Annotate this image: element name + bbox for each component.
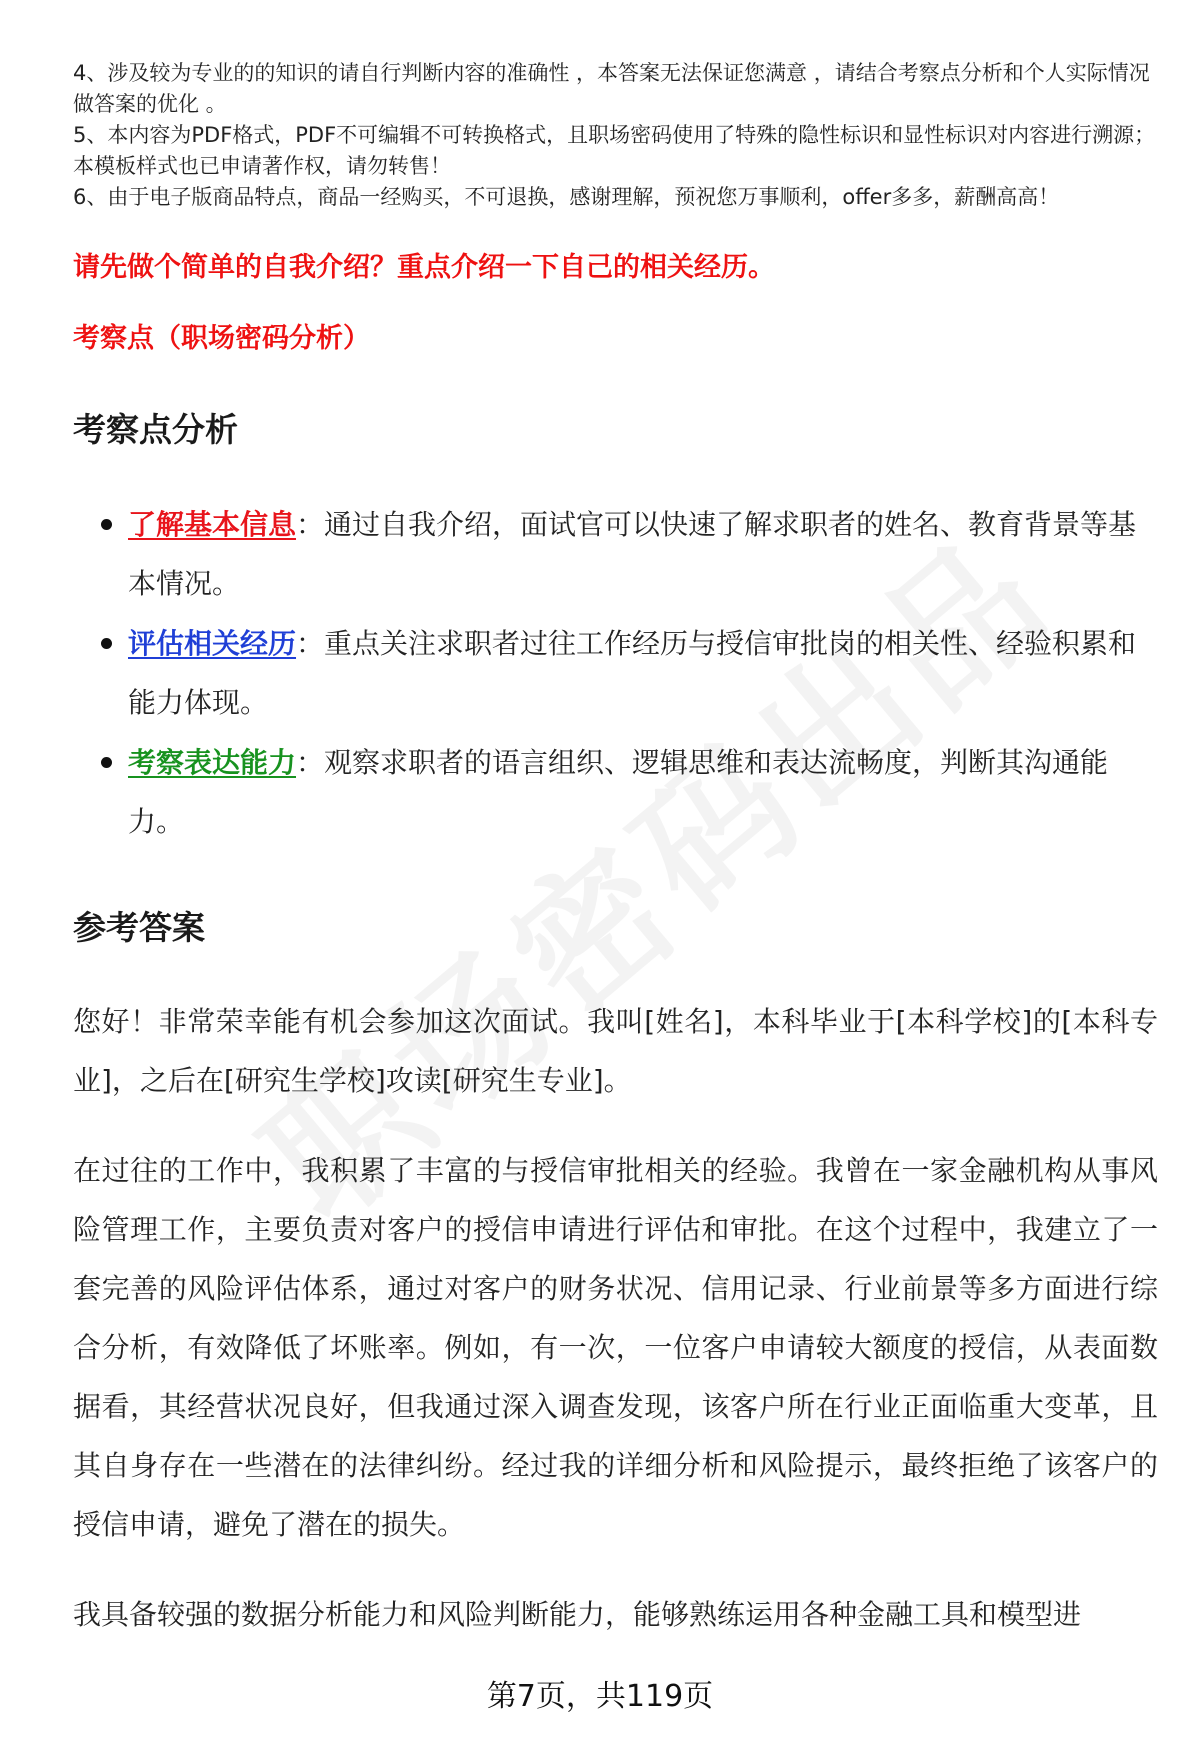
analysis-item (73, 495, 1153, 613)
analysis-heading: 考察点分析 (73, 410, 238, 449)
analysis-term: 考察表达能力 (128, 746, 297, 779)
question-heading: 请先做个简单的自我介绍？重点介绍一下自己的相关经历。 (73, 252, 775, 283)
kcd-label: 考察点（职场密码分析） (73, 323, 370, 354)
bullet-dot-icon (101, 519, 112, 530)
analysis-term: 了解基本信息 (128, 508, 297, 541)
answer-paragraph: 您好！非常荣幸能有机会参加这次面试。我叫[姓名]，本科毕业于[本科学校]的[本科专业]，之后在[研究生学校]攻读[研究生专业]。 (73, 1005, 1158, 1097)
notes-block (73, 58, 1163, 213)
analysis-text: ：重点关注求职者过往工作经历与授信审批岗的相关性、经验积累和能力体现。 (128, 627, 1137, 719)
note-4: 4、涉及较为专业的的知识的请自行判断内容的准确性 ，本答案无法保证您满意 ，请结合考察点分析和个人实际情况做答案的优化 。 (73, 61, 1150, 116)
note-6: 6、由于电子版商品特点，商品一经购买，不可退换，感谢理解，预祝您万事顺利，offer多多，薪酬高高！ (73, 185, 1060, 209)
analysis-text: ：通过自我介绍，面试官可以快速了解求职者的姓名、教育背景等基本情况。 (128, 508, 1137, 600)
answer-paragraph: 在过往的工作中，我积累了丰富的与授信审批相关的经验。我曾在一家金融机构从事风险管理工作，主要负责对客户的授信申请进行评估和审批。在这个过程中，我建立了一套完善的风险评估体系，通过对客户的财务状况、信用记录、行业前景等多方面进行综合分析，有效降低了坏账率。例如，有一次，一位客户申请较大额度的授信，从表面数据看，其经营状况良好，但我通过深入调查发现，该客户所在行业正面临重大变革，且其自身存在一些潜在的法律纠纷。经过我的详细分析和风险提示，最终拒绝了该客户的授信申请，避免了潜在的损失。 (73, 1154, 1158, 1541)
analysis-term: 评估相关经历 (128, 627, 297, 660)
answer-heading: 参考答案 (73, 908, 205, 947)
page-footer: 第7页，共119页 (486, 1679, 714, 1714)
analysis-text: ：观察求职者的语言组织、逻辑思维和表达流畅度，判断其沟通能力。 (128, 746, 1109, 838)
answer-paragraph: 我具备较强的数据分析能力和风险判断能力，能够熟练运用各种金融工具和模型进 (73, 1598, 1082, 1631)
analysis-item (73, 614, 1153, 732)
analysis-list (73, 495, 1153, 852)
note-5: 5、本内容为PDF格式，PDF不可编辑不可转换格式，且职场密码使用了特殊的隐性标识和显性标识对内容进行溯源；本模板样式也已申请著作权，请勿转售！ (73, 123, 1156, 178)
analysis-item (73, 733, 1153, 851)
bullet-dot-icon (101, 757, 112, 768)
bullet-dot-icon (101, 638, 112, 649)
